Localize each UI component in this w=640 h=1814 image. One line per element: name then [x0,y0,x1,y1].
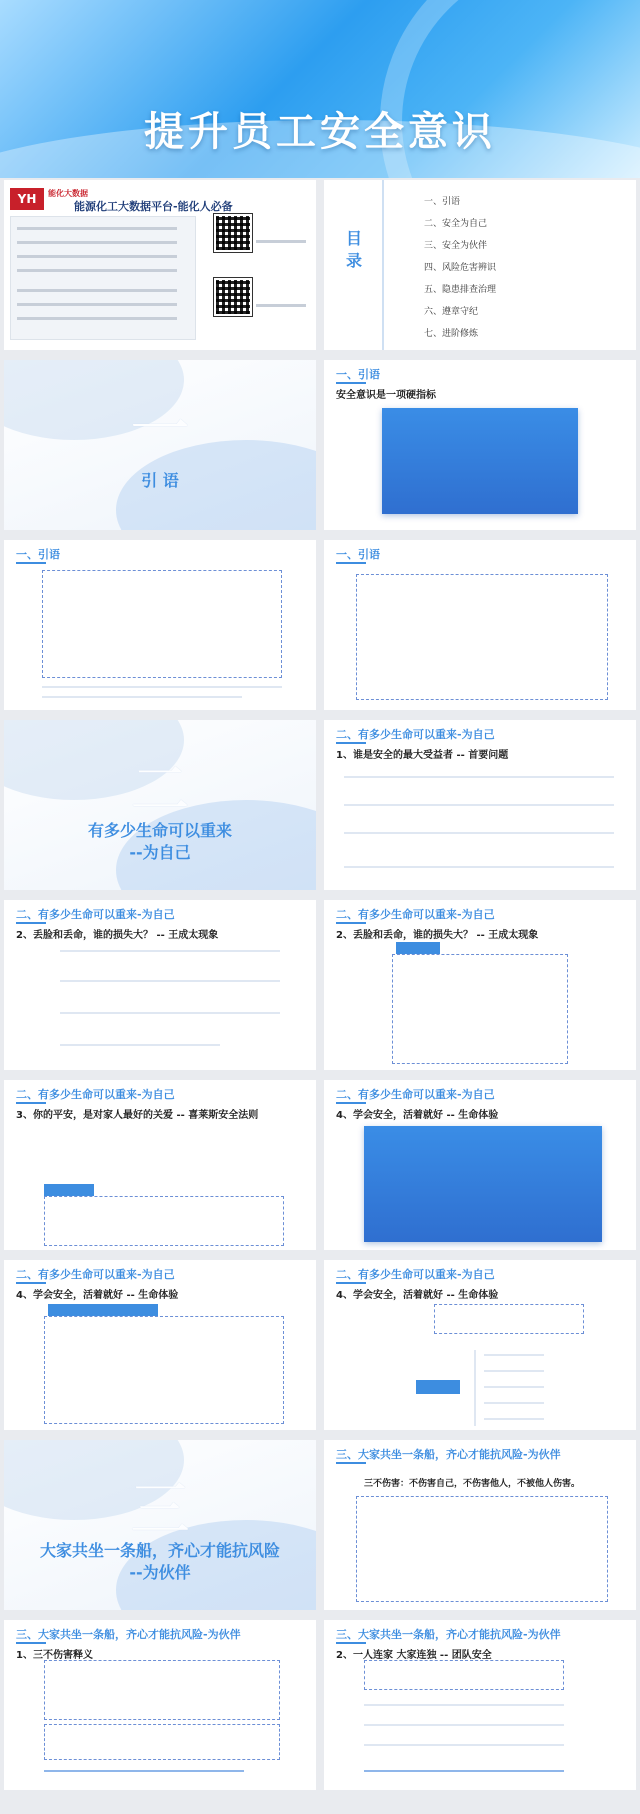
content-box [44,1316,284,1424]
toc-item[interactable]: 一、引语 [424,197,461,207]
slide-subtitle: 2、一人连家 大家连独 -- 团队安全 [336,1650,492,1661]
content-box [434,1304,584,1334]
promo-slide [4,180,316,350]
section-title: 一、引语 [336,548,380,561]
brand-logo: YH [10,188,44,210]
cover-label: 有多少生命可以重来 --为自己 [87,821,232,862]
list-tag [416,1380,460,1394]
slide-partner-three-no [324,1440,636,1610]
slide-subtitle: 4、学会安全，活着就好 -- 生命体验 [336,1110,499,1121]
slide-subtitle: 1、谁是安全的最大受益者 -- 首要问题 [336,750,509,761]
section-numeral: 三 [130,1475,190,1545]
slide-subtitle: 1、三不伤害释义 [16,1650,93,1661]
slide-self-accidents [324,900,636,1070]
section-title: 二、有多少生命可以重来-为自己 [16,1268,175,1281]
section-title: 二、有多少生命可以重来-为自己 [336,1268,495,1281]
slide-partner-team [324,1620,636,1790]
toc-item[interactable]: 六、遵章守纪 [424,307,479,317]
slide-self-life [324,1080,636,1250]
section-title: 二、有多少生命可以重来-为自己 [336,1088,495,1101]
qr-code-icon [214,278,252,316]
slide-intro-indicator [324,360,636,530]
toc-item[interactable]: 四、风险危害辨识 [424,263,497,273]
slide-self-beneficiary [324,720,636,890]
content-box [392,954,568,1064]
slide-intro-quotes [324,540,636,710]
content-box [44,1724,280,1760]
content-box [356,1496,608,1602]
slide-subtitle: 4、学会安全，活着就好 -- 生命体验 [16,1290,179,1301]
cover-slide-self [4,720,316,890]
promo-panel [10,216,196,340]
section-title: 二、有多少生命可以重来-为自己 [336,728,495,741]
toc-item[interactable]: 七、进阶修炼 [424,329,479,339]
section-title: 二、有多少生命可以重来-为自己 [336,908,495,921]
section-title: 二、有多少生命可以重来-为自己 [16,908,175,921]
content-box [356,574,608,700]
slide-partner-meaning [4,1620,316,1790]
toc-divider [382,180,384,350]
toc-item[interactable]: 三、安全为伙伴 [424,241,488,251]
toc-heading: 目录 [346,229,363,270]
section-title: 一、引语 [16,548,60,561]
slide-intro-laws [4,540,316,710]
content-box [42,570,282,678]
list-tag [48,1304,158,1316]
cover-label: 大家共坐一条船，齐心才能抗风险 --为伙伴 [39,1541,280,1582]
highlight-box [382,408,578,514]
section-title: 三、大家共坐一条船，齐心才能抗风险-为伙伴 [16,1628,241,1641]
title-banner [0,0,640,178]
highlight-box [364,1126,602,1242]
slide-subtitle: 2、丢脸和丢命，谁的损失大？ -- 王成太现象 [336,930,539,941]
slide-self-family [4,1080,316,1250]
slide-self-face [4,900,316,1070]
cover-slide-intro [4,360,316,530]
section-title: 三、大家共坐一条船，齐心才能抗风险-为伙伴 [336,1448,561,1461]
slide-subtitle: 安全意识是一项硬指标 [336,390,436,401]
cover-slide-partner [4,1440,316,1610]
content-box [44,1196,284,1246]
slide-subtitle: 4、学会安全，活着就好 -- 生命体验 [336,1290,499,1301]
slide-subtitle: 三不伤害：不伤害自己，不伤害他人，不被他人伤害。 [364,1479,581,1489]
slide-self-treasures [324,1260,636,1430]
toc-item[interactable]: 二、安全为自己 [424,219,488,229]
section-title: 一、引语 [336,368,380,381]
banner-title: 提升员工安全意识 [144,109,496,155]
section-title: 三、大家共坐一条船，齐心才能抗风险-为伙伴 [336,1628,561,1641]
list-tag [44,1184,94,1196]
content-box [364,1660,564,1690]
slide-subtitle: 2、丢脸和丢命，谁的损失大？ -- 王成太现象 [16,930,219,941]
slide-self-learn [4,1260,316,1430]
list-tag [396,942,440,954]
promo-heading: 能源化工大数据平台-能化人必备 [74,200,233,213]
toc-slide [324,180,636,350]
slide-subtitle: 3、你的平安，是对家人最好的关爱 -- 喜莱斯安全法则 [16,1110,259,1121]
qr-code-icon [214,214,252,252]
toc-item[interactable]: 五、隐患排查治理 [424,285,497,295]
section-title: 二、有多少生命可以重来-为自己 [16,1088,175,1101]
cover-label: 引 语 [141,471,179,490]
content-box [44,1660,280,1720]
section-numeral: 二 [130,755,190,825]
section-numeral: 一 [130,395,190,465]
brand-name: 能化大数据 [48,189,88,198]
